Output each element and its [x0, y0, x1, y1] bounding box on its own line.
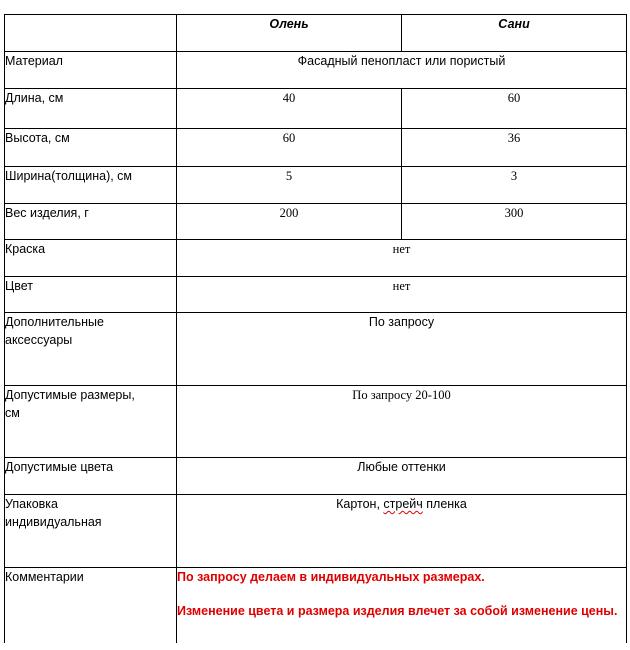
height-deer: 60	[177, 129, 402, 167]
width-sleigh: 3	[402, 167, 627, 204]
header-row	[5, 15, 627, 52]
row-weight	[5, 204, 627, 240]
row-label: Длина, см	[5, 89, 177, 129]
color-value: нет	[177, 277, 627, 313]
row-packaging	[5, 495, 627, 568]
row-label: Вес изделия, г	[5, 204, 177, 240]
length-deer: 40	[177, 89, 402, 129]
paint-value: нет	[177, 240, 627, 277]
sizes-value: По запросу 20-100	[177, 386, 627, 458]
row-label: Высота, см	[5, 129, 177, 167]
row-label: Цвет	[5, 277, 177, 313]
row-label	[5, 495, 177, 568]
label-line: Упаковка	[5, 497, 58, 511]
row-width	[5, 167, 627, 204]
row-material	[5, 52, 627, 89]
height-sleigh: 36	[402, 129, 627, 167]
row-label: Ширина(толщина), см	[5, 167, 177, 204]
spec-table	[4, 14, 627, 643]
row-label	[5, 313, 177, 386]
header-sleigh: Сани	[402, 15, 627, 52]
packaging-text: пленка	[422, 497, 467, 511]
misspelled-word: стрейч	[383, 497, 423, 511]
row-color	[5, 277, 627, 313]
width-deer: 5	[177, 167, 402, 204]
material-value: Фасадный пенопласт или пористый	[177, 52, 627, 89]
row-accessories	[5, 313, 627, 386]
label-line: Допустимые размеры,	[5, 388, 135, 402]
row-comments	[5, 568, 627, 643]
row-colors	[5, 458, 627, 495]
label-line: Дополнительные	[5, 315, 104, 329]
weight-sleigh: 300	[402, 204, 627, 240]
row-height	[5, 129, 627, 167]
row-label: Допустимые цвета	[5, 458, 177, 495]
label-line: см	[5, 406, 20, 420]
row-label: Комментарии	[5, 568, 177, 643]
row-label: Материал	[5, 52, 177, 89]
length-sleigh: 60	[402, 89, 627, 129]
weight-deer: 200	[177, 204, 402, 240]
row-label: Краска	[5, 240, 177, 277]
row-sizes	[5, 386, 627, 458]
colors-value: Любые оттенки	[177, 458, 627, 495]
packaging-text: Картон,	[336, 497, 384, 511]
accessories-value: По запросу	[177, 313, 627, 386]
label-line: индивидуальная	[5, 515, 102, 529]
header-empty-cell	[5, 15, 177, 52]
label-line: аксессуары	[5, 333, 73, 347]
comment-line: По запросу делаем в индивидуальных размерах.	[177, 570, 485, 584]
row-label	[5, 386, 177, 458]
header-deer: Олень	[177, 15, 402, 52]
comments-value	[177, 568, 627, 643]
row-length	[5, 89, 627, 129]
comment-line: Изменение цвета и размера изделия влечет за собой изменение цены.	[177, 604, 618, 618]
row-paint	[5, 240, 627, 277]
packaging-value	[177, 495, 627, 568]
